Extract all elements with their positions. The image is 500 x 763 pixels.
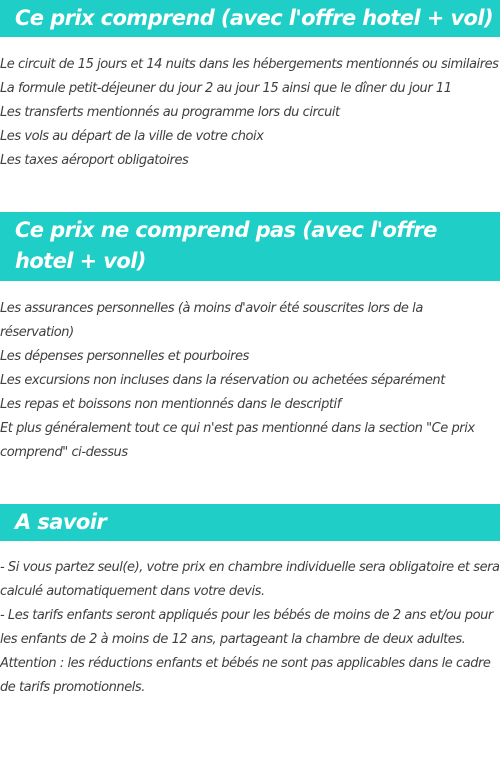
included-list	[0, 37, 500, 173]
section-title-to-know: A savoir	[0, 504, 500, 541]
included-item: Les transferts mentionnés au programme lors du circuit	[0, 105, 340, 120]
not-included-item: Et plus généralement tout ce qui n'est pas mentionné dans la section "Ce prix comprend" ci-dessus	[0, 421, 475, 460]
included-item: La formule petit-déjeuner du jour 2 au jour 15 ainsi que le dîner du jour 11	[0, 81, 452, 96]
included-item: Les taxes aéroport obligatoires	[0, 153, 189, 168]
not-included-item: Les repas et boissons non mentionnés dans le descriptif	[0, 397, 341, 412]
section-title-not-included: Ce prix ne comprend pas (avec l'offre hotel + vol)	[0, 212, 500, 281]
not-included-item: Les dépenses personnelles et pourboires	[0, 349, 249, 364]
to-know-item: - Les tarifs enfants seront appliqués pour les bébés de moins de 2 ans et/ou pour les enfants de 2 à moins de 12 ans, partageant la chambre de deux adultes.	[0, 608, 493, 647]
section-to-know	[0, 504, 500, 700]
to-know-list	[0, 541, 500, 700]
not-included-item: Les excursions non incluses dans la réservation ou achetées séparément	[0, 373, 445, 388]
not-included-item: Les assurances personnelles (à moins d'avoir été souscrites lors de la réservation)	[0, 301, 423, 340]
to-know-item: - Si vous partez seul(e), votre prix en chambre individuelle sera obligatoire et sera calculé automatiquement dans votre devis.	[0, 560, 500, 599]
included-item: Le circuit de 15 jours et 14 nuits dans les hébergements mentionnés ou similaires	[0, 57, 499, 72]
to-know-item: Attention : les réductions enfants et bébés ne sont pas applicables dans le cadre de tarifs promotionnels.	[0, 656, 491, 695]
not-included-list	[0, 281, 500, 465]
section-title-included: Ce prix comprend (avec l'offre hotel + vol)	[0, 0, 500, 37]
included-item: Les vols au départ de la ville de votre choix	[0, 129, 264, 144]
section-not-included	[0, 212, 500, 465]
section-included	[0, 0, 500, 173]
